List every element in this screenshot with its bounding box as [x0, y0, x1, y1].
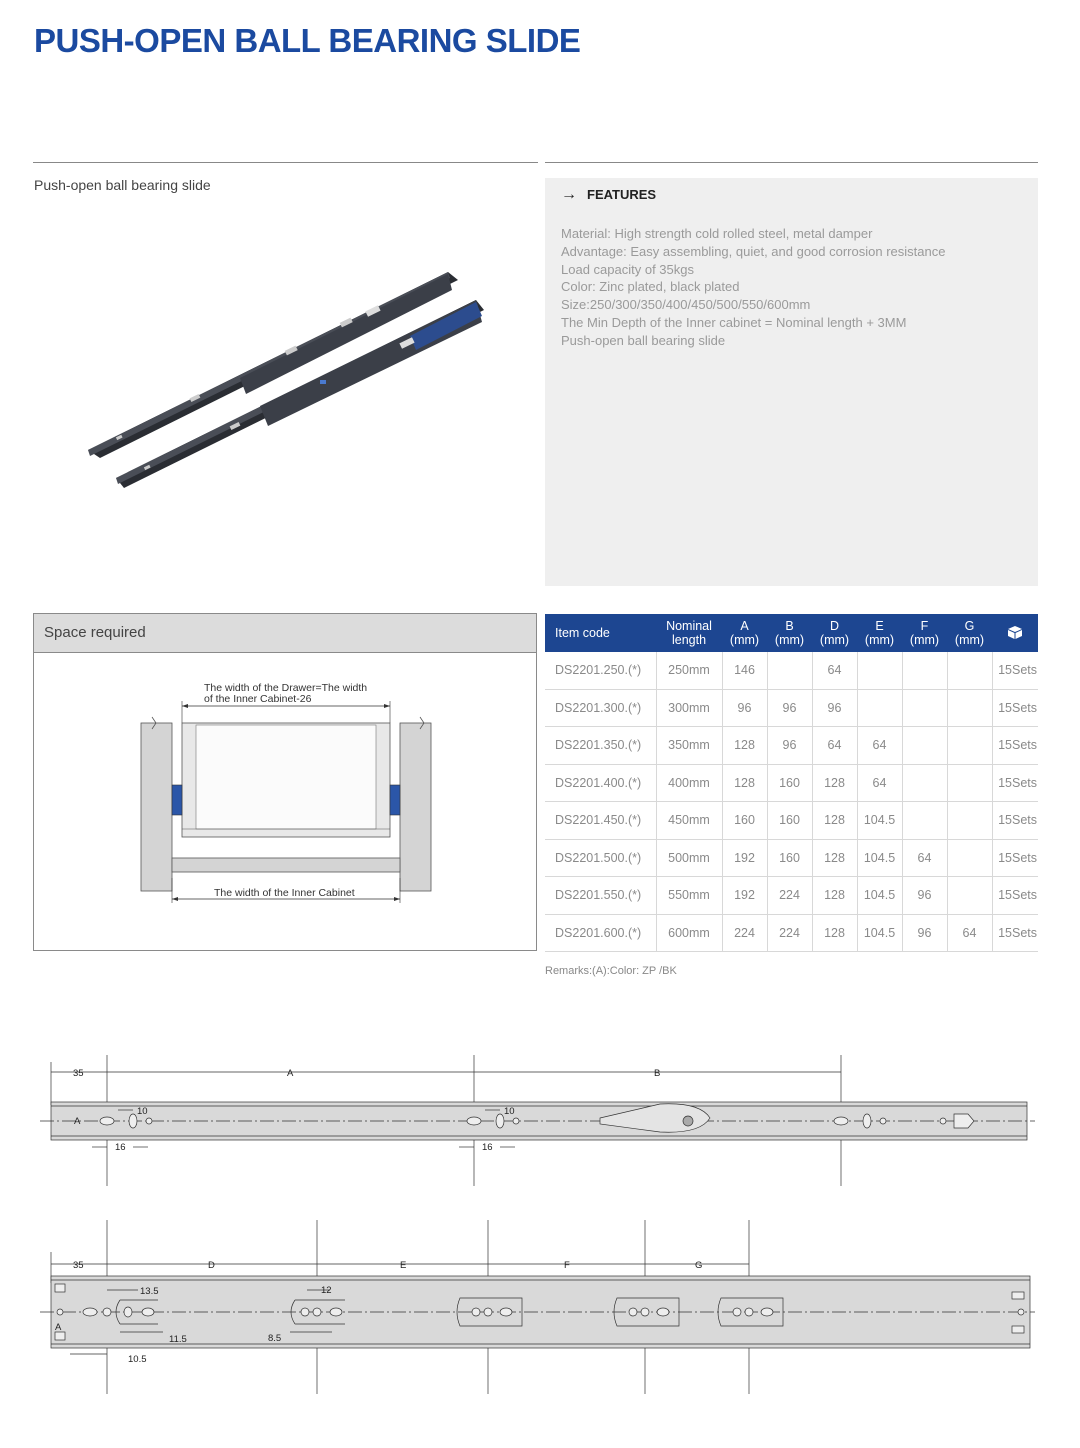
table-cell: DS2201.600.(*) — [545, 914, 656, 952]
table-cell: 224 — [722, 914, 767, 952]
table-cell — [857, 652, 902, 689]
table-cell: 64 — [812, 727, 857, 765]
table-row — [545, 877, 1038, 915]
table-cell: 500mm — [656, 839, 722, 877]
table-cell: 250mm — [656, 652, 722, 689]
dim-f: F — [564, 1260, 570, 1271]
table-cell: 64 — [947, 914, 992, 952]
table-cell: 96 — [767, 689, 812, 727]
space-required-panel — [33, 613, 537, 951]
table-cell: 96 — [722, 689, 767, 727]
table-cell: DS2201.550.(*) — [545, 877, 656, 915]
table-cell: 192 — [722, 877, 767, 915]
table-cell: 15Sets — [992, 802, 1038, 840]
table-cell: 104.5 — [857, 914, 902, 952]
product-image — [80, 260, 500, 500]
table-cell: 350mm — [656, 727, 722, 765]
technical-drawing-1 — [40, 1050, 1040, 1190]
table-cell: 400mm — [656, 764, 722, 802]
table-cell — [902, 689, 947, 727]
cabinet-bottom — [172, 858, 400, 872]
space-required-heading: Space required — [34, 614, 536, 653]
table-cell — [902, 727, 947, 765]
dim-e: E — [400, 1260, 407, 1271]
table-cell: 160 — [767, 764, 812, 802]
mark-a: A — [55, 1322, 62, 1333]
dim-10-5: 10.5 — [128, 1354, 147, 1365]
col-d: D (mm) — [812, 614, 857, 652]
dim-b: B — [654, 1068, 661, 1079]
spec-table — [545, 614, 1038, 952]
box-icon — [1006, 624, 1024, 640]
table-cell: DS2201.400.(*) — [545, 764, 656, 802]
table-cell: 104.5 — [857, 802, 902, 840]
table-cell: 104.5 — [857, 839, 902, 877]
dim-35: 35 — [73, 1068, 84, 1079]
features-list — [561, 225, 945, 350]
table-row — [545, 914, 1038, 952]
table-cell — [947, 689, 992, 727]
dim-a: A — [287, 1068, 294, 1079]
cabinet-wall-right — [400, 723, 431, 891]
remarks: Remarks:(A):Color: ZP /BK — [545, 965, 677, 977]
technical-drawing-2 — [40, 1218, 1040, 1398]
table-header-row — [545, 614, 1038, 652]
col-b: B (mm) — [767, 614, 812, 652]
table-cell — [947, 802, 992, 840]
table-cell — [947, 727, 992, 765]
table-cell: 15Sets — [992, 764, 1038, 802]
table-cell: 192 — [722, 839, 767, 877]
table-cell: DS2201.500.(*) — [545, 839, 656, 877]
table-cell — [857, 689, 902, 727]
table-cell: 104.5 — [857, 877, 902, 915]
table-row — [545, 764, 1038, 802]
table-cell — [767, 652, 812, 689]
table-cell — [947, 764, 992, 802]
features-heading — [561, 186, 656, 204]
table-cell: 128 — [722, 764, 767, 802]
cabinet-width-label: The width of the Inner Cabinet — [214, 887, 355, 899]
slide-left — [172, 785, 182, 815]
dim-d: D — [208, 1260, 215, 1271]
table-cell — [947, 839, 992, 877]
features-panel — [545, 178, 1038, 586]
table-cell: 300mm — [656, 689, 722, 727]
table-cell: 160 — [767, 839, 812, 877]
col-nominal-length: Nominal length — [656, 614, 722, 652]
table-cell: 450mm — [656, 802, 722, 840]
drawer-width-label-line2: of the Inner Cabinet-26 — [204, 693, 312, 705]
table-cell — [947, 652, 992, 689]
table-cell — [947, 877, 992, 915]
table-cell: 146 — [722, 652, 767, 689]
feature-item: The Min Depth of the Inner cabinet = Nominal length + 3MM — [561, 314, 907, 330]
feature-item: Advantage: Easy assembling, quiet, and good corrosion resistance — [561, 243, 946, 259]
table-cell: 128 — [722, 727, 767, 765]
dim-13-5: 13.5 — [140, 1286, 159, 1297]
arrow-right-icon: → — [561, 186, 577, 203]
feature-item: Material: High strength cold rolled steel, metal damper — [561, 226, 873, 241]
table-cell: 15Sets — [992, 914, 1038, 952]
table-cell: 224 — [767, 877, 812, 915]
table-cell: DS2201.450.(*) — [545, 802, 656, 840]
table-cell: 15Sets — [992, 689, 1038, 727]
features-heading-label: FEATURES — [587, 187, 657, 202]
table-cell: 600mm — [656, 914, 722, 952]
feature-item: Push-open ball bearing slide — [561, 332, 726, 348]
table-cell: DS2201.250.(*) — [545, 652, 656, 689]
table-cell: 64 — [902, 839, 947, 877]
table-cell: 96 — [902, 914, 947, 952]
mark-a: A — [74, 1116, 81, 1127]
feature-item: Size:250/300/350/400/450/500/550/600mm — [561, 297, 811, 313]
dim-11-5: 11.5 — [169, 1334, 187, 1345]
slide-rail-top — [88, 272, 458, 458]
table-cell — [902, 652, 947, 689]
col-e: E (mm) — [857, 614, 902, 652]
table-cell: 15Sets — [992, 877, 1038, 915]
table-cell: 550mm — [656, 877, 722, 915]
table-cell: 64 — [857, 727, 902, 765]
table-cell: 64 — [857, 764, 902, 802]
table-cell: 160 — [767, 802, 812, 840]
table-cell — [902, 802, 947, 840]
table-cell: 96 — [767, 727, 812, 765]
slide-rail-bottom — [116, 300, 484, 488]
cabinet-wall-left — [141, 723, 172, 891]
dim-12: 12 — [321, 1285, 332, 1296]
table-cell: 128 — [812, 839, 857, 877]
divider-left — [33, 162, 538, 163]
table-cell: 15Sets — [992, 652, 1038, 689]
feature-item: Color: Zinc plated, black plated — [561, 279, 740, 295]
product-label: Push-open ball bearing slide — [34, 177, 211, 193]
col-f: F (mm) — [902, 614, 947, 652]
table-row — [545, 652, 1038, 689]
table-row — [545, 839, 1038, 877]
table-cell: 96 — [812, 689, 857, 727]
table-cell: 128 — [812, 802, 857, 840]
table-cell: 128 — [812, 877, 857, 915]
dim-10-a: 10 — [137, 1106, 148, 1117]
table-cell — [902, 764, 947, 802]
table-cell: 15Sets — [992, 839, 1038, 877]
space-diagram — [34, 653, 536, 949]
dim-16-a: 16 — [115, 1142, 126, 1153]
table-row — [545, 727, 1038, 765]
table-row — [545, 802, 1038, 840]
table-cell: 64 — [812, 652, 857, 689]
divider-right — [545, 162, 1038, 163]
table-cell: 128 — [812, 914, 857, 952]
table-cell: 224 — [767, 914, 812, 952]
table-cell: DS2201.300.(*) — [545, 689, 656, 727]
dim-8-5: 8.5 — [268, 1333, 282, 1344]
col-item-code: Item code — [545, 614, 656, 652]
table-row — [545, 689, 1038, 727]
drawer-width-label-line1: The width of the Drawer=The width — [204, 682, 368, 694]
col-package — [992, 614, 1038, 652]
feature-item: Load capacity of 35kgs — [561, 261, 694, 277]
page-title: PUSH-OPEN BALL BEARING SLIDE — [34, 22, 581, 59]
col-g: G (mm) — [947, 614, 992, 652]
table-cell: 96 — [902, 877, 947, 915]
dim-g: G — [695, 1260, 703, 1271]
table-cell: 128 — [812, 764, 857, 802]
table-cell: 160 — [722, 802, 767, 840]
table-cell: DS2201.350.(*) — [545, 727, 656, 765]
dim-35: 35 — [73, 1260, 84, 1271]
col-a: A (mm) — [722, 614, 767, 652]
dim-16-b: 16 — [482, 1142, 493, 1153]
table-cell: 15Sets — [992, 727, 1038, 765]
slide-right — [390, 785, 400, 815]
dim-10-b: 10 — [504, 1106, 515, 1117]
